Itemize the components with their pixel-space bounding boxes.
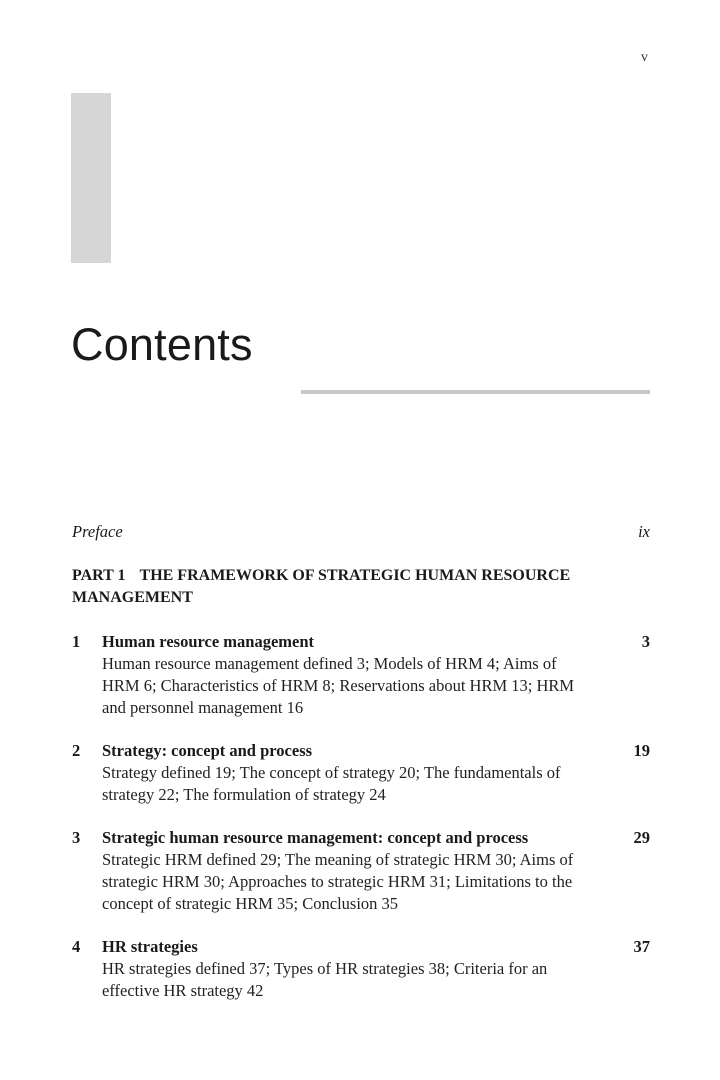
toc-entry-chapter-1[interactable] <box>72 631 650 719</box>
chapter-number: 2 <box>72 741 81 760</box>
chapter-body <box>102 827 650 915</box>
title-rule-divider <box>301 390 650 394</box>
chapter-body <box>102 740 650 806</box>
chapter-title: Strategic human resource management: concept and process <box>102 828 529 847</box>
chapter-title: HR strategies <box>102 937 198 956</box>
chapter-number: 4 <box>72 937 81 956</box>
chapter-body <box>102 936 650 1002</box>
table-of-contents <box>72 521 650 1023</box>
page-number: v <box>641 50 648 65</box>
preface-page: ix <box>638 522 650 541</box>
part-title: THE FRAMEWORK OF STRATEGIC HUMAN RESOURCE MANAGEMENT <box>72 567 571 606</box>
decorative-bar <box>71 93 111 263</box>
chapter-page: 37 <box>633 937 650 956</box>
part-number: PART 1 <box>72 567 126 584</box>
toc-entry-chapter-3[interactable] <box>72 827 650 915</box>
chapter-number: 3 <box>72 828 81 847</box>
chapter-body <box>102 631 650 719</box>
chapter-title: Strategy: concept and process <box>102 741 313 760</box>
chapter-page: 29 <box>633 828 650 847</box>
chapter-number: 1 <box>72 632 81 651</box>
chapter-heading <box>102 740 650 762</box>
chapter-page: 19 <box>633 741 650 760</box>
toc-entry-preface[interactable] <box>72 521 650 543</box>
chapter-page: 3 <box>641 632 650 651</box>
chapter-heading <box>102 936 650 958</box>
part-heading <box>72 565 650 609</box>
chapter-description: HR strategies defined 37; Types of HR strategies 38; Criteria for an effective HR strategy 42 <box>102 959 548 1000</box>
chapter-description: Strategic HRM defined 29; The meaning of strategic HRM 30; Aims of strategic HRM 30; Approaches to strategic HRM 31; Limitations to the concept of strategic HRM 35; Conclusion 35 <box>102 850 574 913</box>
chapter-description: Strategy defined 19; The concept of strategy 20; The fundamentals of strategy 22; The formulation of strategy 24 <box>102 763 561 804</box>
page-title: Contents <box>71 319 253 370</box>
preface-label: Preface <box>72 522 123 541</box>
chapter-title: Human resource management <box>102 632 315 651</box>
toc-entry-chapter-4[interactable] <box>72 936 650 1002</box>
chapter-heading <box>102 631 650 653</box>
toc-entry-chapter-2[interactable] <box>72 740 650 806</box>
chapter-description: Human resource management defined 3; Models of HRM 4; Aims of HRM 6; Characteristics of HRM 8; Reservations about HRM 13; HRM and personnel management 16 <box>102 654 575 717</box>
chapter-heading <box>102 827 650 849</box>
